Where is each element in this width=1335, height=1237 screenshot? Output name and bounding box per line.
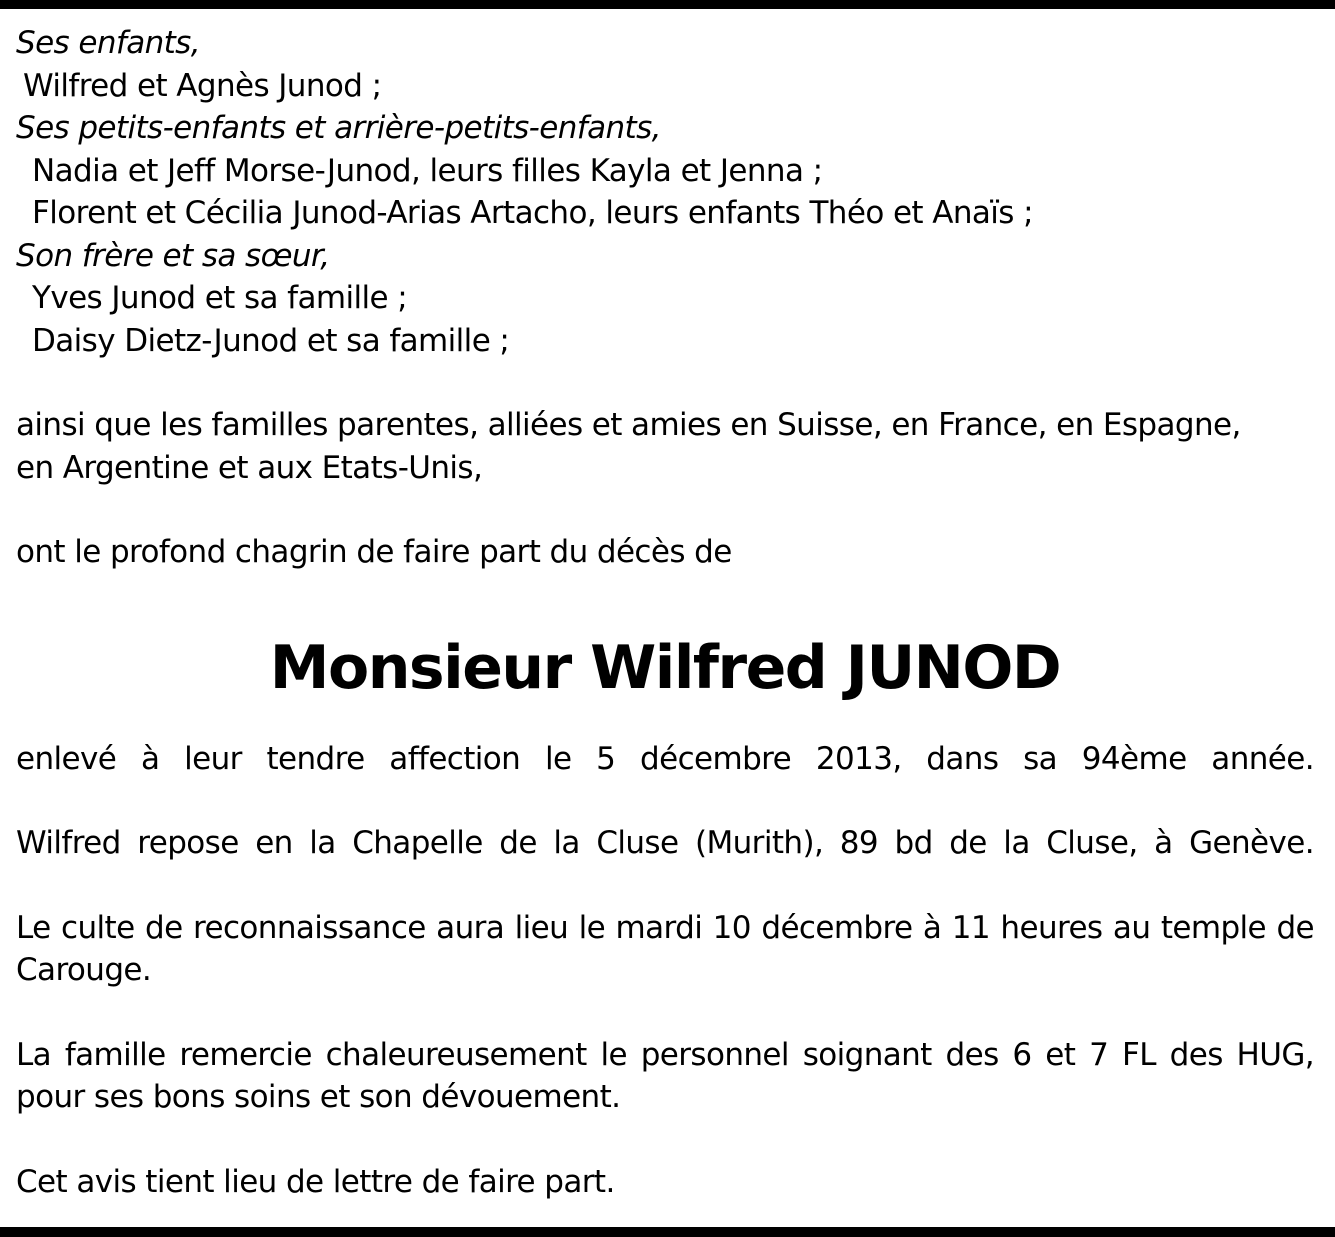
repose-notice: Wilfred repose en la Chapelle de la Cluse (Murith), 89 bd de la Cluse, à Genève. bbox=[16, 825, 1314, 861]
spacer bbox=[16, 362, 1314, 404]
spacer bbox=[16, 574, 1314, 632]
announcement-text: ont le profond chagrin de faire part du décès de bbox=[16, 534, 732, 570]
thanks-line: pour ses bons soins et son dévouement. bbox=[16, 1079, 621, 1115]
grandchildren-entry: Florent et Cécilia Junod-Arias Artacho, leurs enfants Théo et Anaïs ; bbox=[32, 195, 1033, 231]
spacer bbox=[16, 1119, 1314, 1161]
service-line: Le culte de reconnaissance aura lieu le mardi 10 décembre à 11 heures au temple de bbox=[16, 909, 1314, 946]
siblings-heading: Son frère et sa sœur, bbox=[16, 237, 330, 274]
spacer bbox=[16, 992, 1314, 1034]
siblings-entry: Yves Junod et sa famille ; bbox=[32, 280, 408, 316]
siblings-entry: Daisy Dietz-Junod et sa famille ; bbox=[32, 322, 510, 359]
relatives-line: en Argentine et aux Etats-Unis, bbox=[16, 449, 483, 486]
spacer bbox=[16, 489, 1314, 531]
grandchildren-heading: Ses petits-enfants et arrière-petits-enfants, bbox=[16, 110, 661, 146]
top-border-rule bbox=[0, 0, 1335, 9]
grandchildren-entry: Nadia et Jeff Morse-Junod, leurs filles Kayla et Jenna ; bbox=[32, 152, 823, 189]
closing-text: Cet avis tient lieu de lettre de faire part. bbox=[16, 1163, 615, 1200]
death-notice: enlevé à leur tendre affection le 5 décembre 2013, dans sa 94ème année. bbox=[16, 740, 1314, 777]
obituary-notice bbox=[16, 22, 1314, 1203]
bottom-border-rule bbox=[0, 1227, 1335, 1237]
children-entry: Wilfred et Agnès Junod ; bbox=[23, 67, 382, 104]
relatives-line: ainsi que les familles parentes, alliées et amies en Suisse, en France, en Espagne, bbox=[16, 407, 1241, 443]
deceased-name: Monsieur Wilfred JUNOD bbox=[269, 632, 1061, 703]
service-line: Carouge. bbox=[16, 952, 152, 988]
children-heading: Ses enfants, bbox=[16, 25, 200, 61]
spacer bbox=[16, 865, 1314, 907]
thanks-line: La famille remercie chaleureusement le personnel soignant des 6 et 7 FL des HUG, bbox=[16, 1036, 1314, 1073]
spacer bbox=[16, 780, 1314, 822]
spacer bbox=[16, 704, 1314, 738]
